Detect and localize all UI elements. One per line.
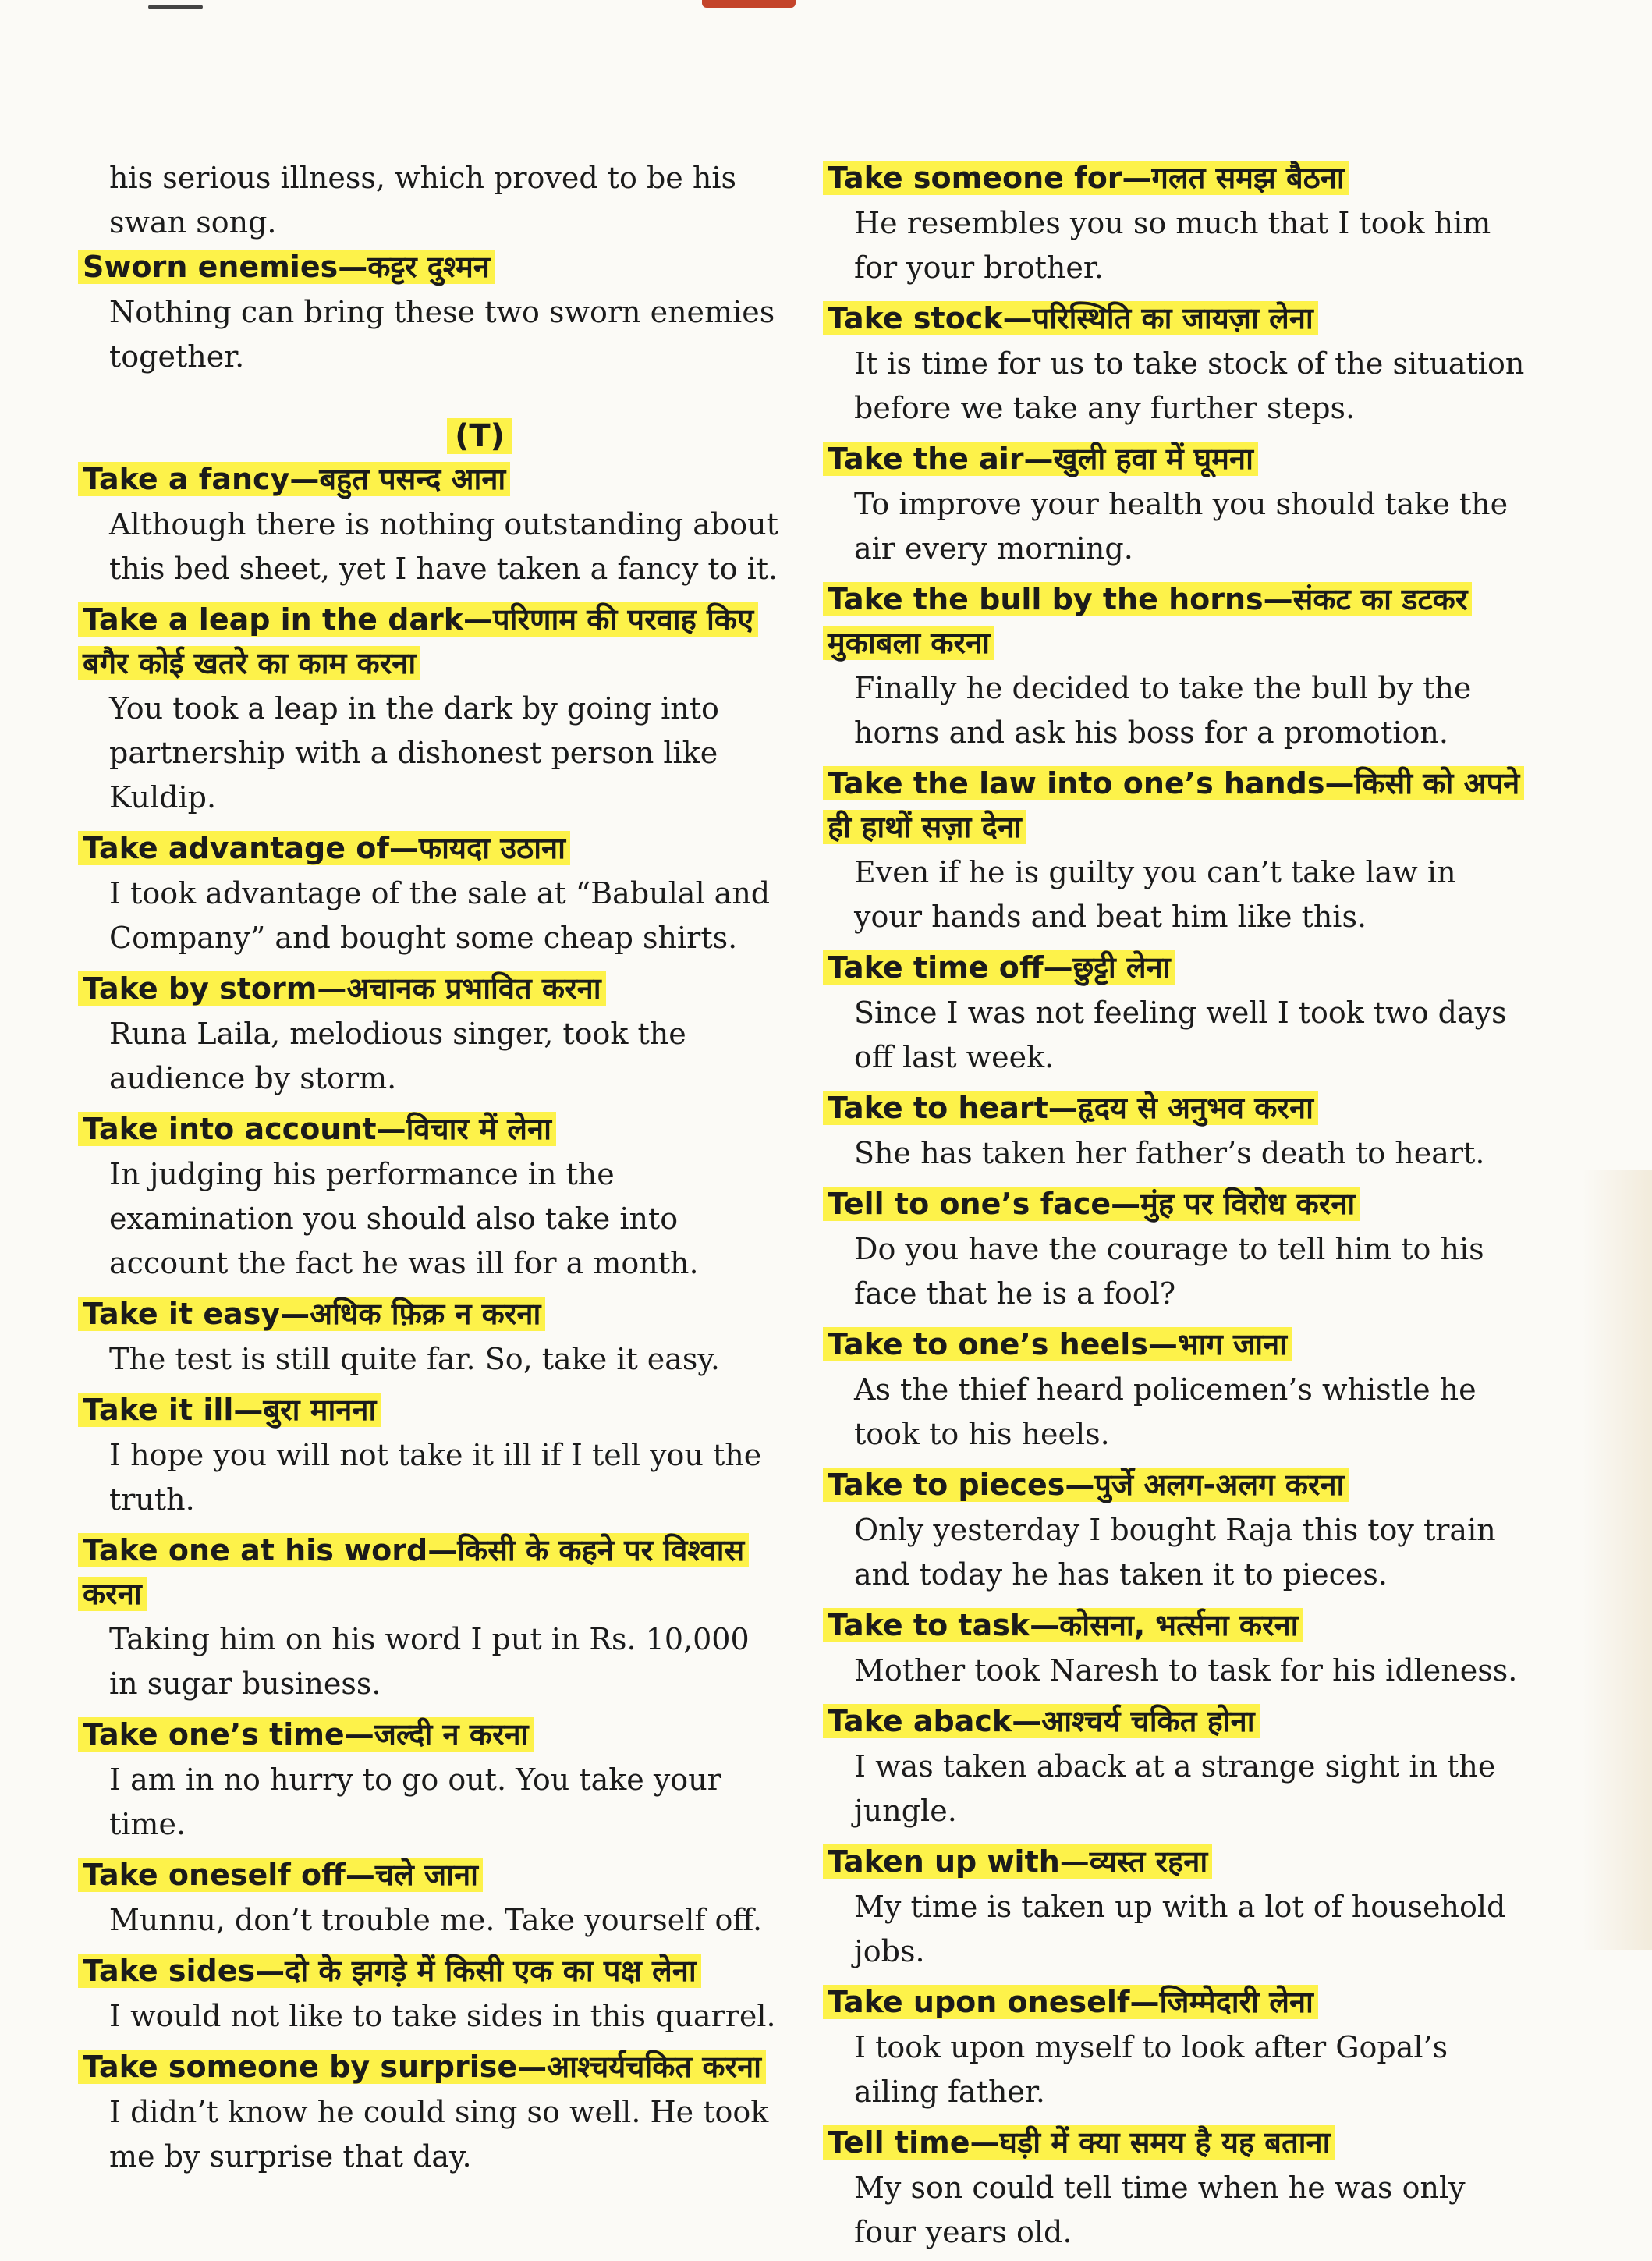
idiom-example: The test is still quite far. So, take it easy. bbox=[109, 1342, 720, 1376]
idiom-heading: Sworn enemies—कट्टर दुश्मन bbox=[78, 250, 495, 284]
idiom-heading: Take the air—खुली हवा में घूमना bbox=[823, 442, 1258, 476]
right-column bbox=[823, 156, 1525, 2261]
idiom-entry bbox=[823, 1980, 1525, 2114]
idiom-example: I would not like to take sides in this quarrel. bbox=[109, 1999, 776, 2033]
idiom-entry bbox=[78, 1713, 780, 1847]
idiom-entry bbox=[78, 598, 780, 820]
idiom-entry bbox=[78, 826, 780, 960]
left-column bbox=[78, 156, 780, 2185]
idiom-entry bbox=[823, 1086, 1525, 1176]
paper-stain bbox=[1582, 1170, 1652, 1950]
idiom-heading: Take time off—छुट्टी लेना bbox=[823, 950, 1175, 985]
idiom-entry bbox=[78, 1388, 780, 1522]
idiom-entry bbox=[78, 1528, 780, 1706]
idiom-example: My time is taken up with a lot of household jobs. bbox=[854, 1890, 1506, 1968]
idiom-example: In judging his performance in the examination you should also take into account the fact he was ill for a month. bbox=[109, 1157, 699, 1280]
idiom-heading: Take one’s time—जल्दी न करना bbox=[78, 1717, 534, 1752]
idiom-heading: Take upon oneself—जिम्मेदारी लेना bbox=[823, 1985, 1318, 2019]
idiom-example: To improve your health you should take the air every morning. bbox=[854, 487, 1508, 566]
idiom-example: Runa Laila, melodious singer, took the audience by storm. bbox=[109, 1017, 686, 1095]
idiom-heading: Take a fancy—बहुत पसन्द आना bbox=[78, 462, 510, 496]
idiom-example: Nothing can bring these two sworn enemies together. bbox=[109, 295, 775, 374]
idiom-entry bbox=[823, 1840, 1525, 1974]
idiom-entry bbox=[78, 457, 780, 591]
idiom-heading: Take the bull by the horns—संकट का डटकर मुकाबला करना bbox=[823, 582, 1472, 660]
idiom-example: I took upon myself to look after Gopal’s ailing father. bbox=[854, 2030, 1448, 2109]
idiom-entry bbox=[78, 1292, 780, 1382]
idiom-heading: Take stock—परिस्थिति का जायज़ा लेना bbox=[823, 301, 1318, 335]
idiom-example: Only yesterday I bought Raja this toy train and today he has taken it to pieces. bbox=[854, 1513, 1496, 1592]
idiom-heading: Take to heart—हृदय से अनुभव करना bbox=[823, 1091, 1318, 1125]
idiom-heading: Take by storm—अचानक प्रभावित करना bbox=[78, 971, 606, 1006]
idiom-heading: Take it ill—बुरा मानना bbox=[78, 1393, 381, 1427]
idiom-heading: Tell to one’s face—मुंह पर विरोध करना bbox=[823, 1187, 1360, 1221]
idiom-example: I didn’t know he could sing so well. He took me by surprise that day. bbox=[109, 2095, 769, 2174]
idiom-heading: Take someone by surprise—आश्चर्यचकित करना bbox=[78, 2050, 766, 2084]
idiom-heading: Take a leap in the dark—परिणाम की परवाह किए बगैर कोई खतरे का काम करना bbox=[78, 602, 758, 680]
idiom-example: He resembles you so much that I took him for your brother. bbox=[854, 206, 1491, 285]
idiom-heading: Taken up with—व्यस्त रहना bbox=[823, 1844, 1212, 1879]
idiom-example: Although there is nothing outstanding about this bed sheet, yet I have taken a fancy to it. bbox=[109, 507, 778, 586]
idiom-example: Mother took Naresh to task for his idleness. bbox=[854, 1653, 1518, 1688]
idiom-heading: Take it easy—अधिक फ़िक्र न करना bbox=[78, 1297, 545, 1331]
idiom-entry bbox=[78, 1949, 780, 2039]
idiom-example: I hope you will not take it ill if I tell you the truth. bbox=[109, 1438, 762, 1517]
idiom-example: I am in no hurry to go out. You take your time. bbox=[109, 1762, 721, 1841]
idiom-heading: Take oneself off—चले जाना bbox=[78, 1858, 483, 1892]
idiom-heading: Take to task—कोसना, भर्त्सना करना bbox=[823, 1608, 1303, 1642]
idiom-heading: Take advantage of—फायदा उठाना bbox=[78, 831, 570, 865]
idiom-entry bbox=[78, 2045, 780, 2179]
idiom-heading: Tell time—घड़ी में क्या समय है यह बताना bbox=[823, 2125, 1335, 2160]
page-edge-stain bbox=[702, 0, 796, 8]
section-letter-label: (T) bbox=[447, 418, 512, 454]
idiom-example: You took a leap in the dark by going into partnership with a dishonest person like Kuldip. bbox=[109, 691, 719, 815]
idiom-entry bbox=[78, 245, 780, 379]
idiom-entry bbox=[78, 1853, 780, 1943]
idiom-heading: Take the law into one’s hands—किसी को अपने ही हाथों सज़ा देना bbox=[823, 766, 1524, 844]
left-entries bbox=[78, 457, 780, 2179]
idiom-entry bbox=[78, 967, 780, 1101]
idiom-example: Finally he decided to take the bull by the horns and ask his boss for a promotion. bbox=[854, 671, 1472, 750]
idiom-entry bbox=[823, 946, 1525, 1080]
idiom-heading: Take someone for—गलत समझ बैठना bbox=[823, 161, 1349, 195]
idiom-entry bbox=[823, 296, 1525, 431]
idiom-entry bbox=[823, 1322, 1525, 1457]
idiom-entry bbox=[823, 577, 1525, 755]
entries-before-section bbox=[78, 245, 780, 379]
right-entries bbox=[823, 156, 1525, 2255]
idiom-heading: Take sides—दो के झगड़े में किसी एक का पक्ष लेना bbox=[78, 1954, 701, 1988]
idiom-example: Since I was not feeling well I took two days off last week. bbox=[854, 996, 1507, 1074]
idiom-example: Do you have the courage to tell him to his face that he is a fool? bbox=[854, 1232, 1484, 1311]
continued-text: his serious illness, which proved to be his swan song. bbox=[109, 161, 736, 240]
idiom-example: Munnu, don’t trouble me. Take yourself off. bbox=[109, 1903, 763, 1937]
idiom-entry bbox=[823, 2121, 1525, 2255]
page-edge-mark bbox=[148, 5, 203, 9]
idiom-example: My son could tell time when he was only four years old. bbox=[854, 2170, 1466, 2249]
idiom-entry bbox=[823, 1699, 1525, 1833]
idiom-example: Taking him on his word I put in Rs. 10,000 in sugar business. bbox=[109, 1622, 750, 1701]
idiom-entry bbox=[823, 437, 1525, 571]
idiom-entry bbox=[823, 761, 1525, 939]
idiom-example: I took advantage of the sale at “Babulal and Company” and bought some cheap shirts. bbox=[109, 876, 771, 955]
idiom-entry bbox=[823, 156, 1525, 290]
idiom-heading: Take to one’s heels—भाग जाना bbox=[823, 1327, 1292, 1361]
idiom-entry bbox=[823, 1463, 1525, 1597]
idiom-entry bbox=[823, 1182, 1525, 1316]
idiom-entry bbox=[823, 1603, 1525, 1693]
idiom-example: I was taken aback at a strange sight in the jungle. bbox=[854, 1749, 1496, 1828]
idiom-example: She has taken her father’s death to heart. bbox=[854, 1136, 1485, 1170]
idiom-heading: Take to pieces—पुर्जे अलग-अलग करना bbox=[823, 1468, 1349, 1502]
idiom-heading: Take one at his word—किसी के कहने पर विश्वास करना bbox=[78, 1533, 749, 1611]
idiom-example: As the thief heard policemen’s whistle he took to his heels. bbox=[854, 1372, 1477, 1451]
idiom-heading: Take aback—आश्चर्य चकित होना bbox=[823, 1704, 1260, 1738]
idiom-example: Even if he is guilty you can’t take law in your hands and beat him like this. bbox=[854, 855, 1456, 934]
idiom-entry bbox=[78, 1107, 780, 1286]
idiom-heading: Take into account—विचार में लेना bbox=[78, 1112, 556, 1146]
section-letter bbox=[78, 418, 780, 454]
idiom-example: It is time for us to take stock of the situation before we take any further steps. bbox=[854, 346, 1525, 425]
